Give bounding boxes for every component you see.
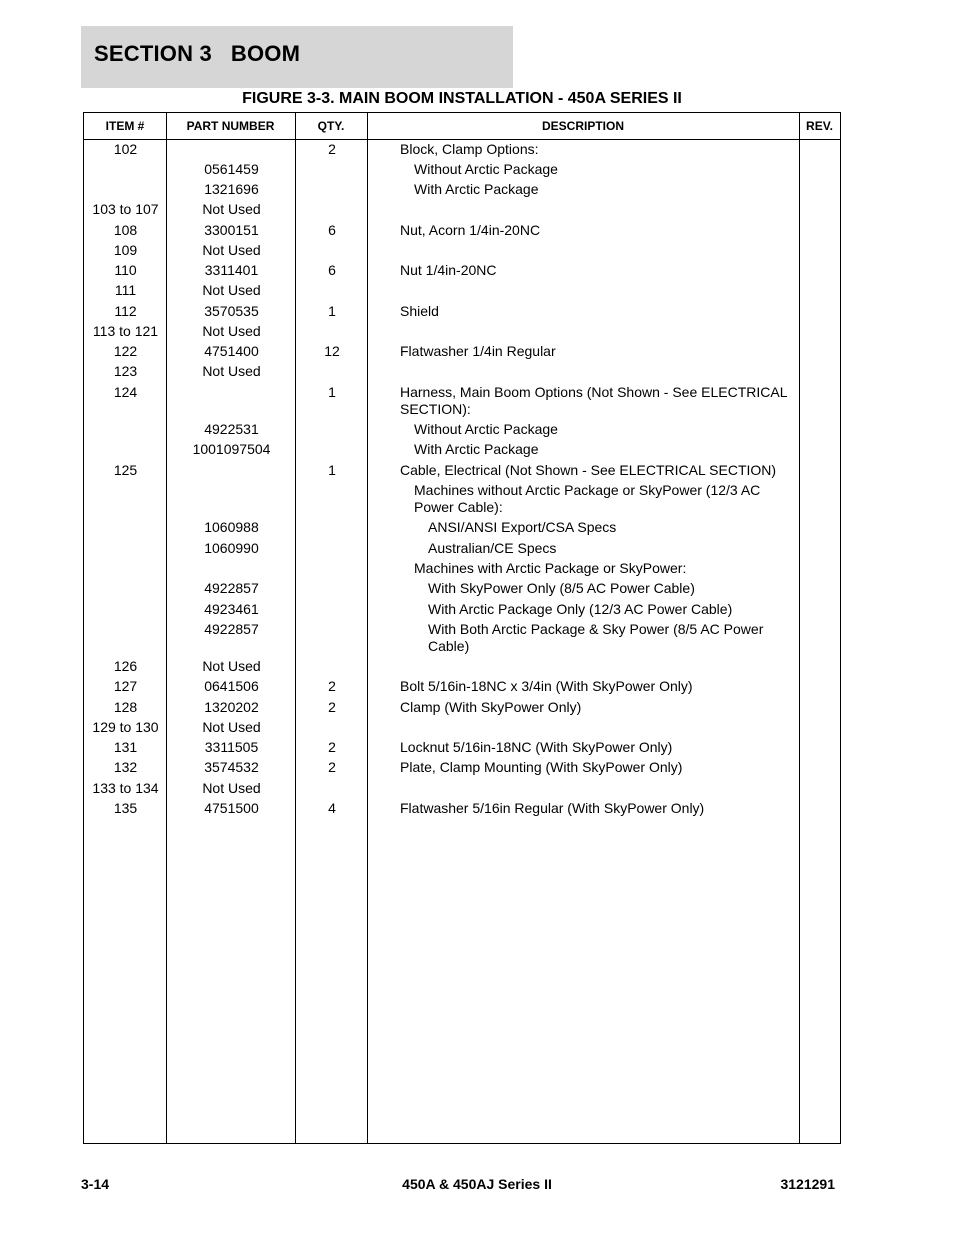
item-cell: 126 <box>113 658 138 674</box>
item-cell: 122 <box>113 343 138 359</box>
description-cell: With SkyPower Only (8/5 AC Power Cable) <box>428 580 695 596</box>
section-title: SECTION 3 BOOM <box>94 41 301 66</box>
part-number-cell: 3574532 <box>204 759 259 775</box>
part-number-cell: 4922857 <box>204 580 259 596</box>
description-cell: Clamp (With SkyPower Only) <box>400 699 582 715</box>
qty-cell: 2 <box>328 699 336 715</box>
part-number-cell: Not Used <box>202 363 261 379</box>
description-cell: Bolt 5/16in-18NC x 3/4in (With SkyPower Only) <box>400 678 693 694</box>
part-number-cell: 0561459 <box>204 161 259 177</box>
item-cell: 113 to 121 <box>92 323 159 339</box>
qty-cell: 1 <box>328 462 336 478</box>
footer-doc-number: 3121291 <box>780 1176 835 1192</box>
qty-cell: 2 <box>328 678 336 694</box>
item-cell: 103 to 107 <box>92 201 159 217</box>
description-cell: With Arctic Package Only (12/3 AC Power Cable) <box>428 601 733 617</box>
item-cell: 108 <box>113 222 138 238</box>
item-cell: 131 <box>113 739 138 755</box>
item-cell: 102 <box>113 141 138 157</box>
item-cell: 129 to 130 <box>92 719 159 735</box>
description-cell: Cable, Electrical (Not Shown - See ELECTRICAL SECTION) <box>400 462 777 478</box>
description-cell: Nut 1/4in-20NC <box>400 262 497 278</box>
description-cell: With Arctic Package <box>414 181 539 197</box>
description-cell: Locknut 5/16in-18NC (With SkyPower Only) <box>400 739 673 755</box>
footer-model: 450A & 450AJ Series II <box>402 1176 552 1192</box>
description-cell: Machines without Arctic Package or SkyPower (12/3 AC Power Cable): <box>414 482 761 515</box>
part-number-cell: 1001097504 <box>192 441 271 457</box>
description-cell: Block, Clamp Options: <box>400 141 539 157</box>
part-number-cell: 4922531 <box>204 421 259 437</box>
item-cell: 132 <box>113 759 138 775</box>
qty-cell: 1 <box>328 384 336 400</box>
qty-cell: 6 <box>328 262 336 278</box>
item-cell: 125 <box>113 462 138 478</box>
item-cell: 110 <box>114 262 137 278</box>
part-number-cell: Not Used <box>202 201 261 217</box>
description-cell: Without Arctic Package <box>414 161 558 177</box>
qty-cell: 2 <box>328 141 336 157</box>
part-number-cell: 1060990 <box>204 540 259 556</box>
part-number-cell: Not Used <box>202 323 261 339</box>
part-number-cell: 4751500 <box>204 800 259 816</box>
figure-title: FIGURE 3-3. MAIN BOOM INSTALLATION - 450A SERIES II <box>242 90 682 107</box>
item-cell: 109 <box>113 242 138 258</box>
description-cell: With Arctic Package <box>414 441 539 457</box>
item-cell: 133 to 134 <box>92 780 159 796</box>
item-cell: 112 <box>114 303 137 319</box>
section-header <box>81 26 513 88</box>
item-cell: 135 <box>113 800 138 816</box>
description-cell: Shield <box>400 303 439 319</box>
part-number-cell: 4922857 <box>204 621 259 637</box>
item-cell: 128 <box>113 699 138 715</box>
footer-page-number: 3-14 <box>81 1176 110 1192</box>
description-cell: Nut, Acorn 1/4in-20NC <box>400 222 541 238</box>
part-number-cell: Not Used <box>202 658 261 674</box>
header-divider <box>84 139 840 140</box>
qty-cell: 4 <box>328 800 336 816</box>
part-number-cell: 4751400 <box>204 343 259 359</box>
description-cell: ANSI/ANSI Export/CSA Specs <box>428 519 617 535</box>
qty-cell: 6 <box>328 222 336 238</box>
part-number-cell: Not Used <box>202 282 261 298</box>
part-number-cell: Not Used <box>202 780 261 796</box>
item-cell: 111 <box>114 282 137 298</box>
part-number-cell: 1320202 <box>204 699 259 715</box>
description-cell: Without Arctic Package <box>414 421 558 437</box>
part-number-cell: 3311505 <box>204 739 259 755</box>
parts-table <box>83 112 841 1144</box>
qty-cell: 12 <box>324 343 340 359</box>
qty-cell: 2 <box>328 739 336 755</box>
description-cell: Machines with Arctic Package or SkyPower: <box>414 560 687 576</box>
part-number-cell: 3300151 <box>204 222 259 238</box>
item-cell: 123 <box>113 363 138 379</box>
item-cell: 127 <box>113 678 138 694</box>
part-number-cell: 3570535 <box>204 303 259 319</box>
header-part-number: PART NUMBER <box>186 119 275 133</box>
description-cell: Plate, Clamp Mounting (With SkyPower Only) <box>400 759 683 775</box>
description-cell: Australian/CE Specs <box>428 540 557 556</box>
part-number-cell: 3311401 <box>204 262 259 278</box>
part-number-cell: 1321696 <box>204 181 259 197</box>
header-qty: QTY. <box>317 119 345 133</box>
part-number-cell: 0641506 <box>204 678 259 694</box>
header-rev: REV. <box>806 119 833 133</box>
qty-cell: 2 <box>328 759 336 775</box>
description-cell: Flatwasher 5/16in Regular (With SkyPower Only) <box>400 800 705 816</box>
item-cell: 124 <box>113 384 138 400</box>
part-number-cell: Not Used <box>202 242 261 258</box>
qty-cell: 1 <box>328 303 336 319</box>
description-cell: Flatwasher 1/4in Regular <box>400 343 556 359</box>
header-item: ITEM # <box>105 119 145 133</box>
description-cell: With Both Arctic Package & Sky Power (8/5 AC Power Cable) <box>428 621 764 654</box>
part-number-cell: 1060988 <box>204 519 259 535</box>
header-description: DESCRIPTION <box>541 119 624 133</box>
description-cell: Harness, Main Boom Options (Not Shown - See ELECTRICAL SECTION): <box>400 384 787 417</box>
part-number-cell: 4923461 <box>204 601 259 617</box>
part-number-cell: Not Used <box>202 719 261 735</box>
